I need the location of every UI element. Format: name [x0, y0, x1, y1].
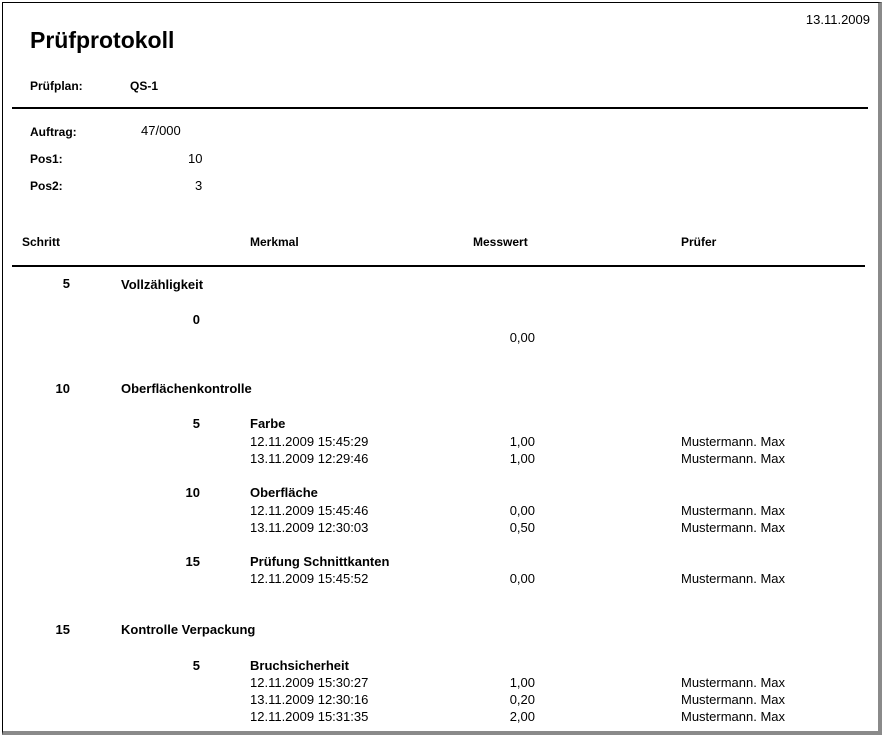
- timestamp: 12.11.2009 15:45:29: [250, 434, 369, 449]
- pos2-label: Pos2:: [30, 179, 63, 193]
- report-page: [2, 2, 882, 735]
- tester-name: Mustermann. Max: [681, 692, 786, 707]
- step-number: 5: [62, 276, 70, 291]
- step-title: Oberflächenkontrolle: [121, 381, 252, 396]
- timestamp: 13.11.2009 12:30:03: [250, 520, 369, 535]
- measured-value: 0,00: [509, 571, 535, 586]
- plan-label: Prüfplan:: [30, 79, 83, 93]
- step-number: 15: [55, 622, 70, 637]
- pos2-value: 3: [195, 178, 203, 193]
- tester-name: Mustermann. Max: [681, 675, 786, 690]
- column-header-schritt: Schritt: [22, 235, 61, 249]
- measured-value: 2,00: [509, 709, 535, 724]
- step-title: Kontrolle Verpackung: [121, 622, 256, 637]
- timestamp: 12.11.2009 15:31:35: [250, 709, 369, 724]
- feature-name: Oberfläche: [250, 485, 318, 500]
- measured-value: 1,00: [509, 675, 535, 690]
- tester-name: Mustermann. Max: [681, 709, 786, 724]
- tester-name: Mustermann. Max: [681, 451, 786, 466]
- timestamp: 13.11.2009 12:29:46: [250, 451, 369, 466]
- tester-name: Mustermann. Max: [681, 520, 786, 535]
- pos1-value: 10: [188, 151, 203, 166]
- measured-value: 0,20: [509, 692, 535, 707]
- step-title: Vollzähligkeit: [121, 277, 204, 292]
- measured-value: 1,00: [509, 451, 535, 466]
- timestamp: 12.11.2009 15:45:46: [250, 503, 369, 518]
- report-date: 13.11.2009: [805, 12, 870, 27]
- column-header-pruefer: Prüfer: [681, 235, 717, 249]
- page-title: Prüfprotokoll: [30, 27, 175, 53]
- feature-name: Prüfung Schnittkanten: [250, 554, 390, 569]
- timestamp: 13.11.2009 12:30:16: [250, 692, 369, 707]
- feature-number: 0: [192, 312, 200, 327]
- auftrag-value: 47/000: [141, 123, 181, 138]
- divider-header: [12, 265, 865, 267]
- tester-name: Mustermann. Max: [681, 434, 786, 449]
- feature-name: Bruchsicherheit: [250, 658, 349, 673]
- feature-number: 10: [185, 485, 200, 500]
- pos1-label: Pos1:: [30, 152, 63, 166]
- tester-name: Mustermann. Max: [681, 571, 786, 586]
- timestamp: 12.11.2009 15:45:52: [250, 571, 369, 586]
- measured-value: 0,00: [509, 503, 535, 518]
- auftrag-label: Auftrag:: [30, 125, 77, 139]
- tester-name: Mustermann. Max: [681, 503, 786, 518]
- feature-name: Farbe: [250, 416, 286, 431]
- column-header-messwert: Messwert: [473, 235, 528, 249]
- step-number: 10: [55, 381, 70, 396]
- feature-number: 5: [192, 658, 200, 673]
- feature-number: 5: [192, 416, 200, 431]
- measured-value: 0,00: [509, 330, 535, 345]
- feature-number: 15: [185, 554, 200, 569]
- measured-value: 1,00: [509, 434, 535, 449]
- plan-value: QS-1: [130, 79, 159, 93]
- measured-value: 0,50: [509, 520, 535, 535]
- timestamp: 12.11.2009 15:30:27: [250, 675, 369, 690]
- divider-top: [12, 107, 868, 109]
- column-header-merkmal: Merkmal: [250, 235, 299, 249]
